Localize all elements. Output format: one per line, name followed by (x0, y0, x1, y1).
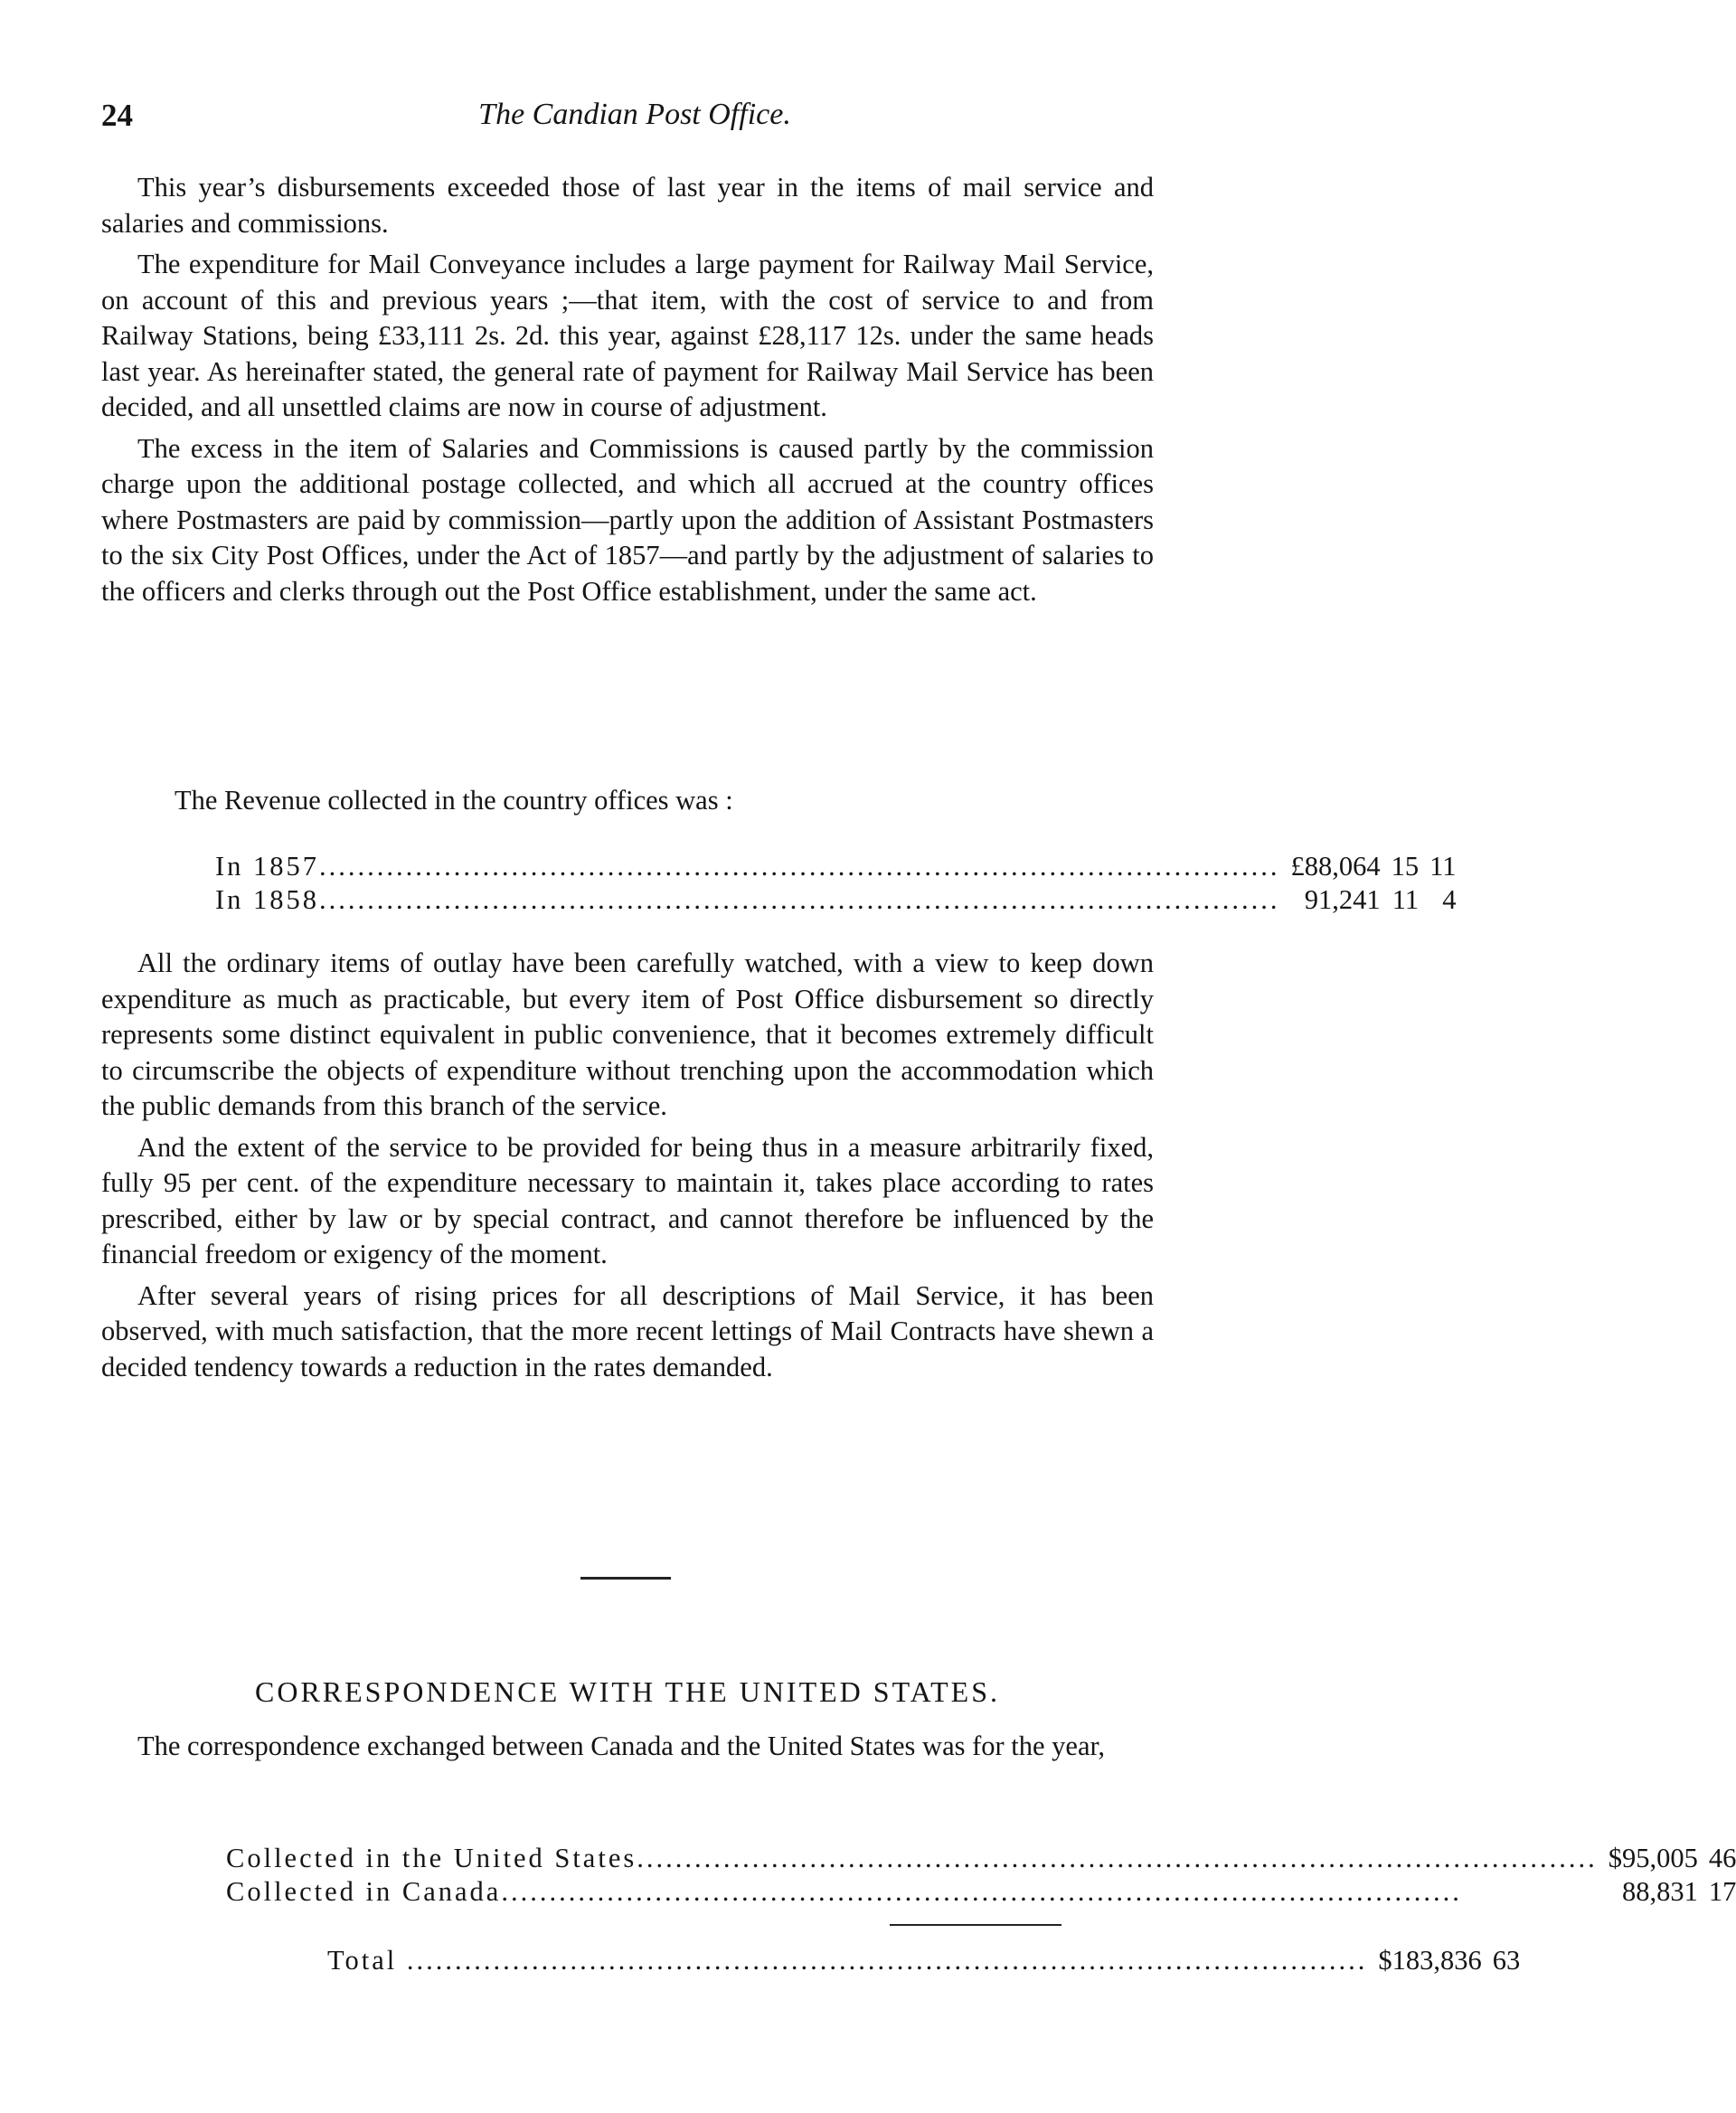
row-amount: 91,241 (1304, 884, 1381, 915)
row-pence: 11 (1429, 851, 1457, 882)
paragraph-outlay: All the ordinary items of outlay have been carefully watched, with a view to keep down expenditure as much as practicable, but every item of Post Office disbursement so directly represents some distinct equivalent in public convenience, that it becomes extremely difficult to circumscribe the objects of expenditure without trenching upon the accommodation which the public demands from this branch of the service. (101, 948, 1154, 1121)
sum-rule (890, 1924, 1061, 1926)
row-cents: 46 (1708, 1843, 1736, 1873)
table-row (226, 1875, 1736, 1909)
revenue-lead: The Revenue collected in the country offices was : (175, 785, 733, 816)
row-label: Collected in the United States.................................................................................................... (226, 1843, 1598, 1873)
paragraph-contracts: After several years of rising prices for all descriptions of Mail Service, it has been observed, with much satisfaction, that the more recent lettings of Mail Contracts have shewn a decided tendency towards a reduction in the rates demanded. (101, 1279, 1154, 1382)
paragraph-service-extent: And the extent of the service to be provided for being thus in a measure arbitrarily fixed, fully 95 per cent. of the expenditure necessary to maintain it, takes place according to rates prescribed, either by law or by special contract, and cannot therefore be influenced by the financial freedom or exigency of the moment. (101, 1131, 1154, 1269)
running-title: The Candian Post Office. (478, 98, 791, 131)
row-amount: $95,005 (1608, 1843, 1698, 1873)
correspondence-table (226, 1842, 1736, 1909)
table-row (215, 850, 1457, 883)
row-label: In 1857.................................................................................................... (215, 851, 1280, 882)
paragraph-disbursements: This year’s disbursements exceeded those of last year in the items of mail service and salaries and commissions. (101, 172, 1154, 239)
total-amount: $183,836 (1378, 1945, 1482, 1976)
section-divider (580, 1577, 671, 1580)
table-row (226, 1842, 1736, 1875)
revenue-table (215, 850, 1457, 917)
paragraph-salaries: The excess in the item of Salaries and Commissions is caused partly by the commission charge upon the additional postage collected, and which all accrued at the country offices where Postmasters are paid by commission—partly upon the addition of Assistant Postmasters to the six City Post Offices, under the Act of 1857—and partly by the adjustment of salaries to the officers and clerks through out the Post Office establishment, under the same act. (101, 432, 1154, 607)
row-label: In 1858.................................................................................................... (215, 884, 1280, 915)
page-number: 24 (101, 98, 133, 133)
total-row (327, 1944, 1520, 1977)
body-section-1 (101, 170, 1154, 615)
paragraph-mail-conveyance: The expenditure for Mail Conveyance includes a large payment for Railway Mail Service, on account of this and previous years ;—that item, with the cost of service to and from Railway Stations, being £33,111 2s. 2d. this year, against £28,117 12s. under the same heads last year. As hereinafter stated, the general rate of payment for Railway Mail Service has been decided, and all unsettled claims are now in course of adjustment. (101, 249, 1154, 422)
total-cents: 63 (1492, 1945, 1521, 1976)
row-shillings: 15 (1391, 851, 1420, 882)
row-pence: 4 (1442, 884, 1457, 915)
correspondence-intro: The correspondence exchanged between Canada and the United States was for the year, (137, 1731, 1106, 1761)
correspondence-intro-block (101, 1729, 1154, 1770)
total-label: Total .................................................................................................... (327, 1945, 1368, 1976)
page-header (101, 98, 1168, 143)
total-table (327, 1944, 1520, 1977)
section-heading: CORRESPONDENCE WITH THE UNITED STATES. (254, 1675, 1001, 1708)
row-amount: £88,064 (1290, 851, 1381, 882)
body-section-2 (101, 946, 1154, 1391)
row-cents: 17 (1708, 1876, 1736, 1907)
row-label: Collected in Canada.................................................................................................... (226, 1876, 1462, 1907)
row-amount: 88,831 (1621, 1876, 1698, 1907)
table-row (215, 883, 1457, 917)
row-shillings: 11 (1392, 884, 1420, 915)
